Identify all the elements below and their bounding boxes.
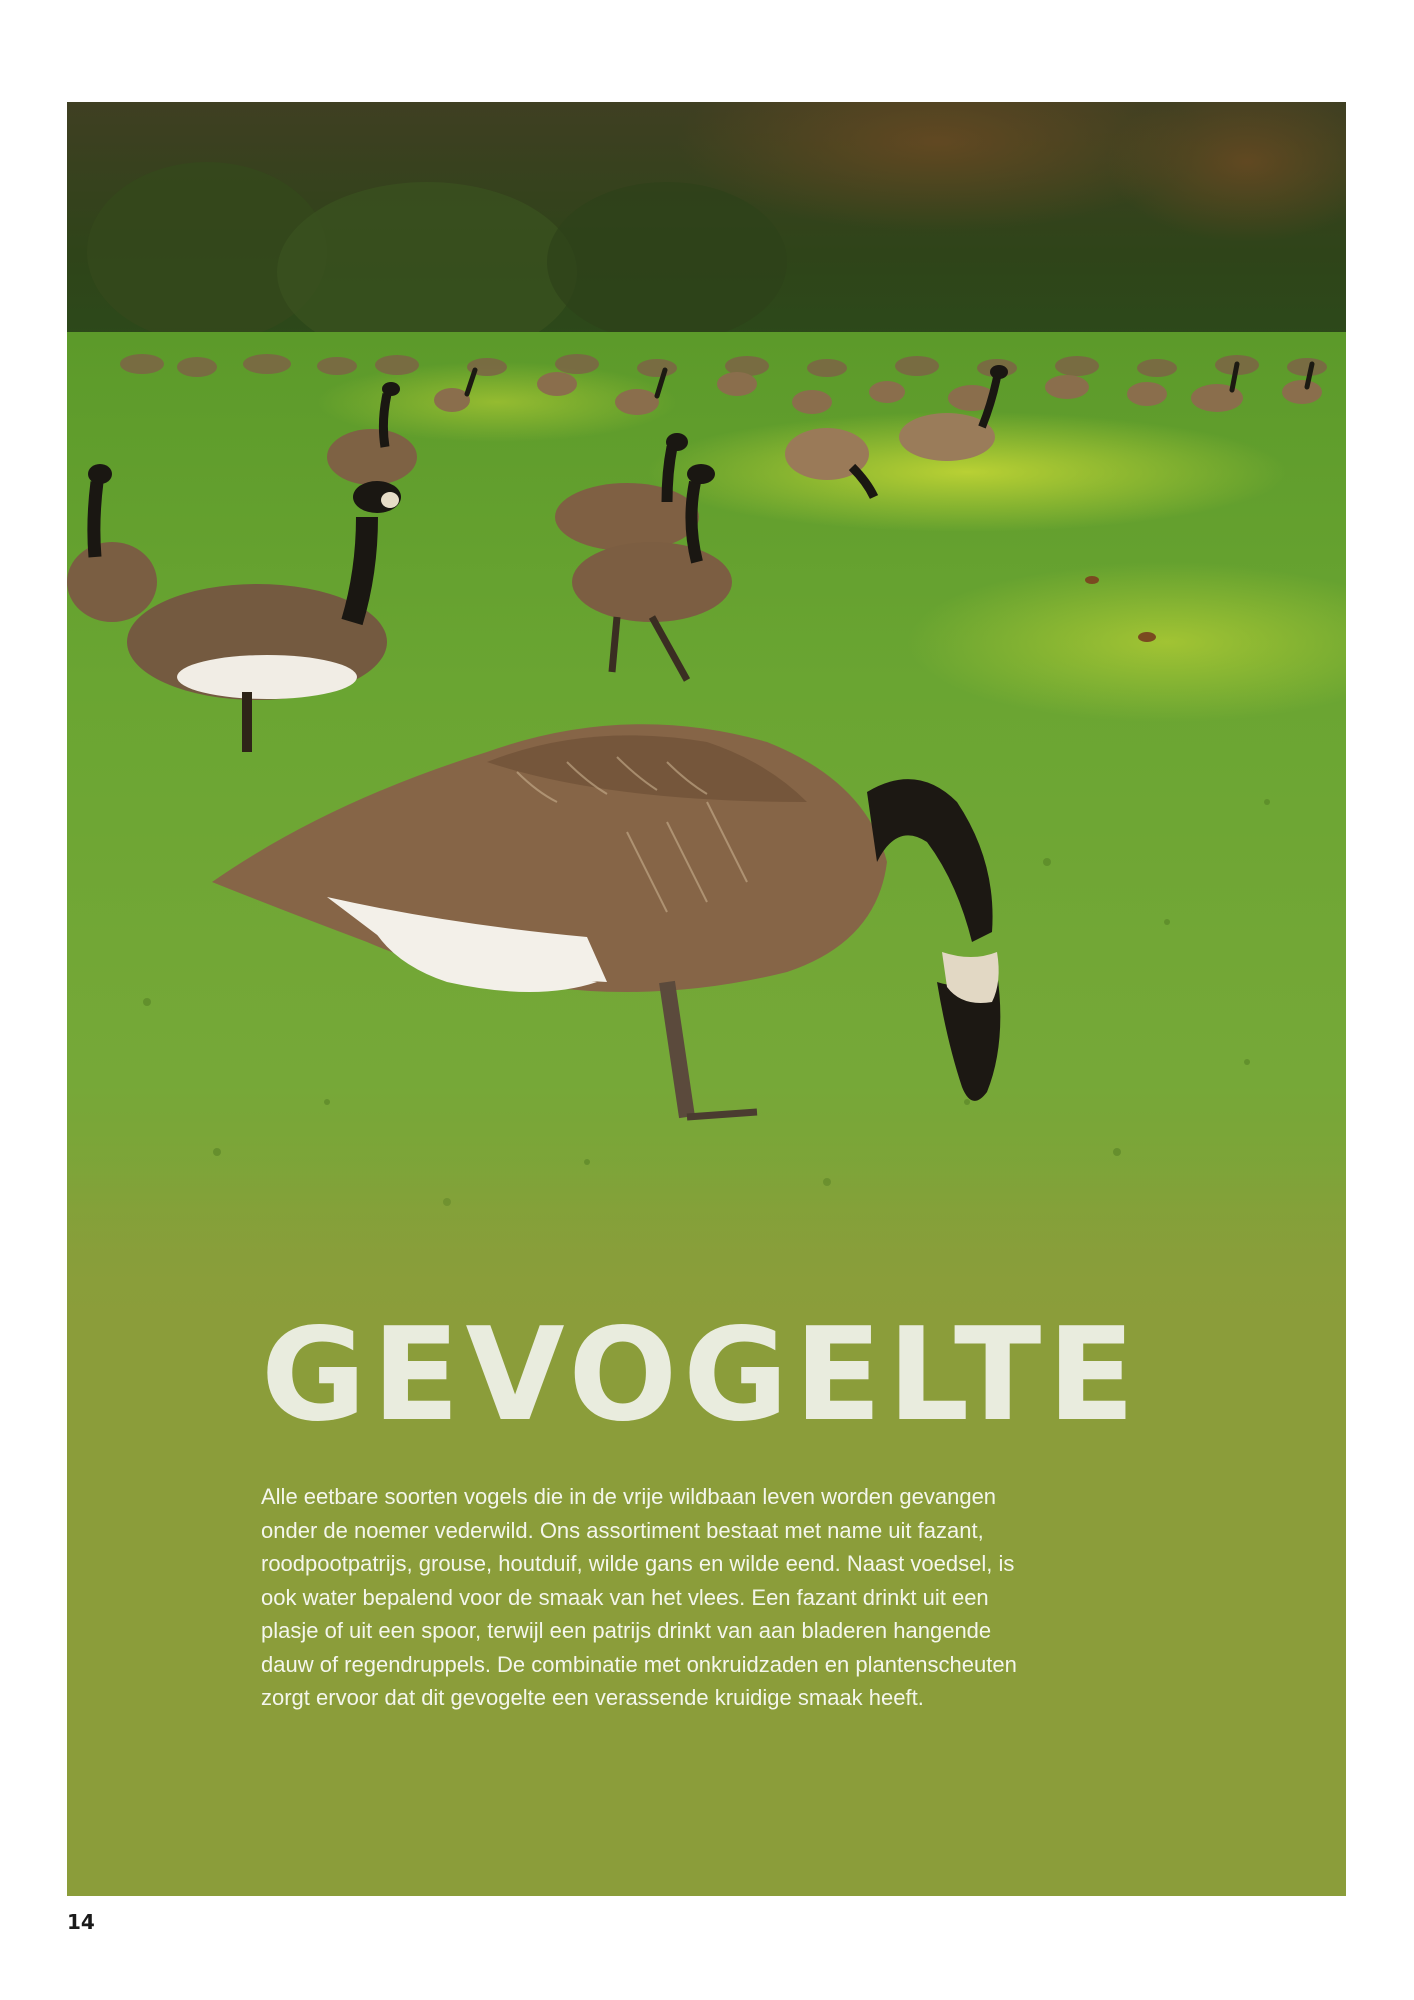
paragraph-line: onder de noemer vederwild. Ons assortiment bestaat met name uit fazant, [261, 1517, 984, 1543]
paragraph-line: zorgt ervoor dat dit gevogelte een verassende kruidige smaak heeft. [261, 1685, 924, 1710]
paragraph-line: Alle eetbare soorten vogels die in de vrije wildbaan leven worden gevangen [261, 1484, 997, 1509]
intro-paragraph [261, 1480, 1161, 1715]
paragraph-line: dauw of regendruppels. De combinatie met onkruidzaden en plantenscheuten [261, 1651, 1017, 1677]
page-number: 14 [67, 1910, 95, 1934]
content-panel [67, 102, 1346, 1896]
geese-photo [67, 102, 1346, 1332]
page-title: GEVOGELTE [261, 1301, 1141, 1450]
paragraph-line: roodpootpatrijs, grouse, houtduif, wilde gans en wilde eend. Naast voedsel, is [261, 1551, 1015, 1576]
paragraph-line: plasje of uit een spoor, terwijl een patrijs drinkt van aan bladeren hangende [261, 1618, 992, 1643]
paragraph-line: ook water bepalend voor de smaak van het vlees. Een fazant drinkt uit een [261, 1584, 989, 1610]
